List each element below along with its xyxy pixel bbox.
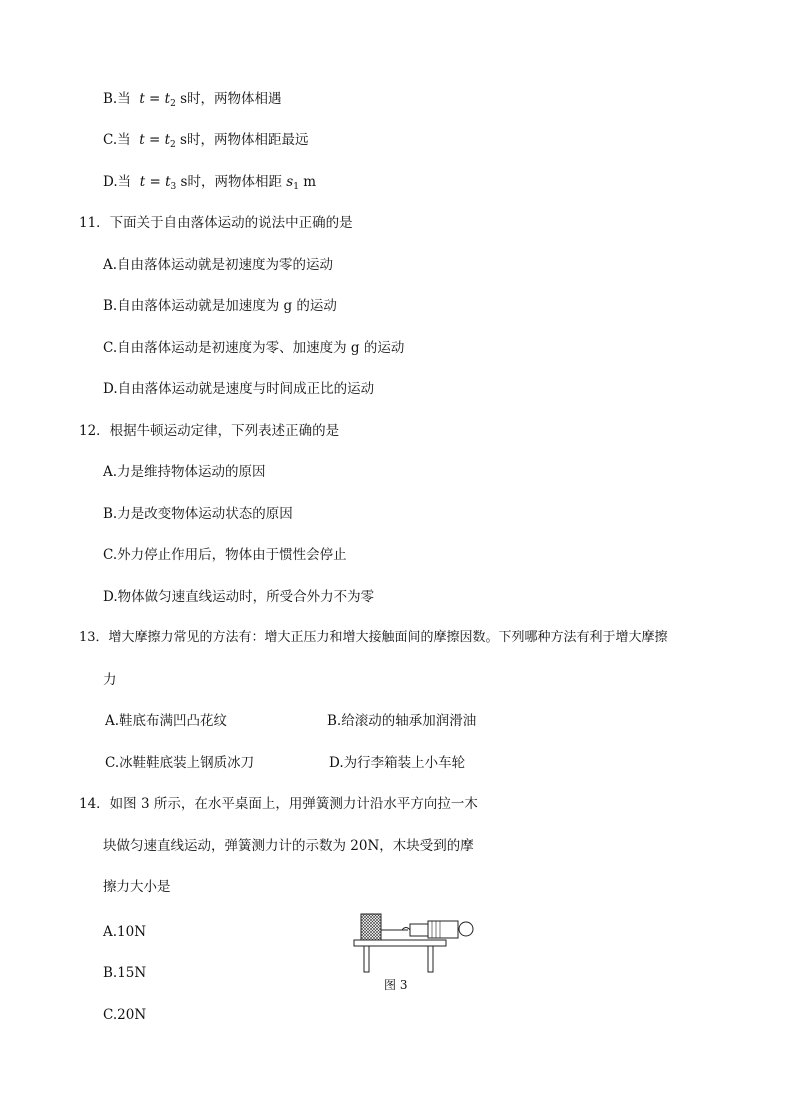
q11-option-a: A.自由落体运动就是初速度为零的运动 — [103, 257, 334, 273]
q14-option-a: A.10N — [103, 924, 147, 940]
figure-3-spring-scale-diagram — [350, 908, 480, 976]
q10-d-eq: = — [149, 174, 161, 190]
q12-option-b: B.力是改变物体运动状态的原因 — [103, 506, 293, 522]
q10-b-eq: = — [149, 91, 161, 107]
q13-option-a: A.鞋底布满凹凸花纹 — [105, 713, 228, 729]
q10-c-t: t — [139, 132, 145, 148]
q14-option-b: B.15N — [103, 965, 147, 981]
q10-b-t: t — [139, 91, 145, 107]
q10-c-eq: = — [148, 132, 161, 148]
q11-option-b: B.自由落体运动就是加速度为 g 的运动 — [103, 298, 337, 314]
q10-d-t: t — [139, 174, 146, 190]
q14-stem: 14．如图 3 所示，在水平桌面上，用弹簧测力计沿水平方向拉一木 — [79, 796, 478, 812]
q10-b-unit: s — [180, 91, 188, 107]
spring-scale-ring — [459, 922, 473, 936]
table-leg-left — [364, 946, 369, 972]
q12-option-c: C.外力停止作用后，物体由于惯性会停止 — [103, 547, 347, 563]
q10-c-suffix: 时，两物体相距最远 — [186, 132, 309, 148]
q13-stem: 13．增大摩擦力常见的方法有：增大正压力和增大接触面间的摩擦因数。下列哪种方法有利于增大摩擦 — [79, 630, 668, 645]
q12-option-d: D.物体做匀速直线运动时，所受合外力不为零 — [103, 589, 375, 605]
spring-scale-body — [410, 924, 428, 936]
q10-b-prefix: B.当 — [103, 91, 131, 107]
q10-c-prefix: C.当 — [103, 132, 131, 148]
q13-option-d: D.为行李箱装上小车轮 — [329, 755, 466, 771]
q10-d-tvar: t — [165, 174, 171, 190]
q10-c-tsub: 2 — [170, 140, 176, 150]
q10-b-tvar: t — [164, 91, 171, 107]
q11-option-d: D.自由落体运动就是速度与时间成正比的运动 — [103, 381, 375, 397]
q10-d-ssub: 1 — [293, 182, 299, 192]
q10-d-sunit: m — [303, 174, 317, 190]
q12-stem: 12．根据牛顿运动定律，下列表述正确的是 — [79, 423, 340, 439]
q10-option-d — [103, 173, 316, 196]
q10-d-tsub: 3 — [170, 182, 177, 192]
q10-c-unit: s — [180, 132, 187, 148]
q10-b-suffix: 时，两物体相遇 — [187, 91, 282, 107]
q10-d-prefix: D.当 — [103, 174, 132, 190]
q13-stem-cont: 力 — [103, 672, 117, 688]
q12-option-a: A.力是维持物体运动的原因 — [103, 464, 266, 480]
q10-b-tsub: 2 — [170, 99, 176, 109]
q10-c-tvar: t — [164, 132, 171, 148]
q10-option-b — [103, 90, 282, 113]
q14-stem-line2: 块做匀速直线运动，弹簧测力计的示数为 20N，木块受到的摩 — [103, 838, 474, 854]
q10-option-c — [103, 131, 308, 154]
figure-3-caption: 图 3 — [384, 978, 408, 992]
table-leg-right — [428, 946, 433, 972]
q14-stem-line3: 擦力大小是 — [103, 879, 171, 895]
spring-scale-barrel — [428, 921, 458, 938]
table-top — [354, 940, 446, 946]
q13-option-b: B.给滚动的轴承加润滑油 — [327, 713, 477, 729]
q10-d-unit: s — [180, 174, 188, 190]
q11-option-c: C.自由落体运动是初速度为零、加速度为 g 的运动 — [103, 340, 405, 356]
q11-stem: 11．下面关于自由落体运动的说法中正确的是 — [79, 215, 353, 231]
q13-option-c: C.冰鞋鞋底装上钢质冰刀 — [105, 755, 255, 771]
q10-d-suffix: 时，两物体相距 — [187, 174, 282, 190]
wooden-block — [361, 914, 381, 940]
q10-d-svar: s — [286, 174, 294, 190]
q14-option-c: C.20N — [103, 1007, 147, 1023]
